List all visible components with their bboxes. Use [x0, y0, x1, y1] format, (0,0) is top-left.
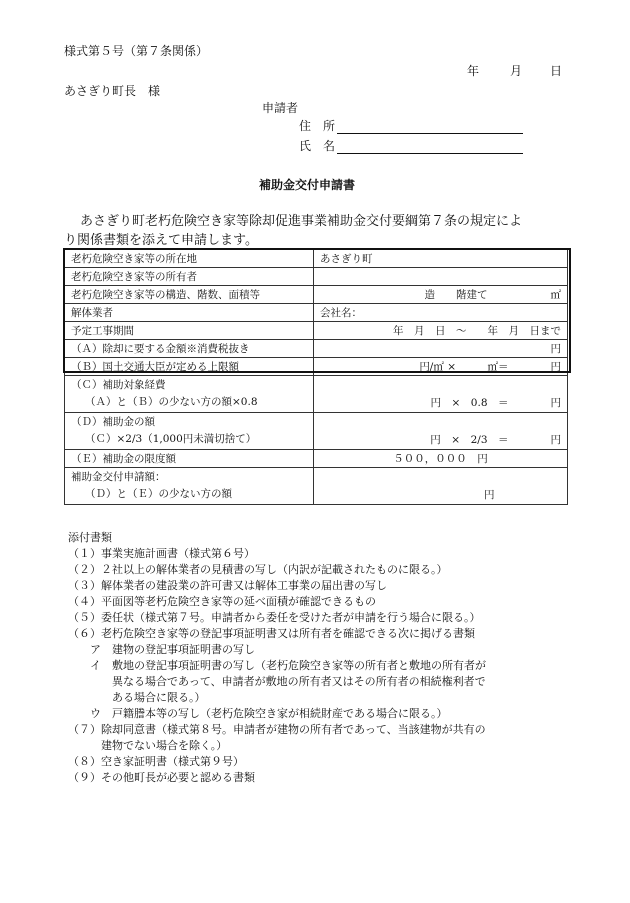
form-number: 様式第５号（第７条関係）: [64, 44, 209, 58]
construction-period-value[interactable]: 年 月 日 ～ 年 月 日まで: [314, 322, 568, 340]
application-amount-label-line2: （Ｄ）と（Ｅ）の少ない方の額: [85, 488, 232, 500]
subsidy-amount-label-line1: （Ｄ）補助金の額: [71, 416, 155, 428]
demolition-cost-label: （Ａ）除却に要する金額※消費税抜き: [65, 340, 314, 358]
subsidy-amount-value[interactable]: 円 × 2/3 ＝ 円: [314, 413, 568, 450]
table-row: [65, 286, 568, 304]
subsidy-limit-value: ５００，０００ 円: [314, 450, 568, 468]
addressee: あさぎり町長 様: [64, 84, 161, 98]
table-row: [65, 358, 568, 376]
eligible-cost-label-line1: （Ｃ）補助対象経費: [71, 379, 166, 391]
demolition-cost-value[interactable]: 円: [314, 340, 568, 358]
owner-label: 老朽危険空き家等の所有者: [65, 268, 314, 286]
application-amount-label-line1: 補助金交付申請額：: [71, 471, 166, 483]
date-day: 日: [550, 64, 563, 78]
owner-value[interactable]: [314, 268, 568, 286]
table-row: [65, 450, 568, 468]
document-title: 補助金交付申請書: [259, 178, 356, 192]
intro-text-line1: あさぎり町老朽危険空き家等除却促進事業補助金交付要綱第７条の規定によ: [80, 214, 523, 229]
table-row: [65, 413, 568, 450]
location-label: 老朽危険空き家等の所在地: [65, 250, 314, 268]
list-item: （７）除却同意書（様式第８号。申請者が建物の所有者であって、当該建物が共有の: [68, 723, 486, 736]
table-row: [65, 376, 568, 413]
list-item: （９）その他町長が必要と認める書類: [68, 771, 255, 784]
subsidy-amount-label: [65, 413, 314, 450]
list-item: （２）２社以上の解体業者の見積書の写し（内訳が記載されたものに限る。）: [68, 563, 448, 576]
name-field[interactable]: [337, 140, 523, 154]
list-item: ある場合に限る。）: [68, 691, 206, 704]
attachments-section: [68, 530, 568, 786]
name-label: 氏 名: [299, 139, 336, 153]
subsidy-limit-label: （Ｅ）補助金の限度額: [65, 450, 314, 468]
application-table: [64, 249, 568, 505]
address-field[interactable]: [337, 120, 523, 134]
location-value[interactable]: あさぎり町: [314, 250, 568, 268]
name-row: [299, 137, 523, 154]
list-item: 建物でない場合を除く。）: [68, 739, 228, 752]
table-row: [65, 468, 568, 505]
intro-text-line2: り関係書類を添えて申請します。: [64, 233, 258, 248]
list-item: （１）事業実施計画書（様式第６号）: [68, 547, 255, 560]
table-row: [65, 340, 568, 358]
table-row: [65, 322, 568, 340]
eligible-cost-value[interactable]: 円 × 0.8 ＝ 円: [314, 376, 568, 413]
application-amount-value[interactable]: 円: [314, 468, 568, 505]
address-label: 住 所: [299, 119, 336, 133]
table-row: [65, 268, 568, 286]
date-month: 月: [510, 64, 523, 78]
structure-value[interactable]: 造 階建て ㎡: [314, 286, 568, 304]
list-item: ア 建物の登記事項証明書の写し: [68, 643, 255, 656]
contractor-value[interactable]: 会社名：: [314, 304, 568, 322]
applicant-label: 申請者: [262, 101, 299, 115]
contractor-label: 解体業者: [65, 304, 314, 322]
structure-label: 老朽危険空き家等の構造、階数、面積等: [65, 286, 314, 304]
date-year: 年: [467, 64, 480, 78]
list-item: （３）解体業者の建設業の許可書又は解体工事業の届出書の写し: [68, 579, 387, 592]
eligible-cost-label-line2: （Ａ）と（Ｂ）の少ない方の額×0.8: [85, 396, 258, 408]
list-item: （８）空き家証明書（様式第９号）: [68, 755, 244, 768]
list-item: （４）平面図等老朽危険空き家等の延べ面積が確認できるもの: [68, 595, 376, 608]
upper-limit-label: （Ｂ）国土交通大臣が定める上限額: [65, 358, 314, 376]
list-item: イ 敷地の登記事項証明書の写し（老朽危険空き家等の所有者と敷地の所有者が: [68, 659, 486, 672]
list-item: （６）老朽危険空き家等の登記事項証明書又は所有者を確認できる次に掲げる書類: [68, 627, 475, 640]
attachments-heading: 添付書類: [68, 531, 112, 544]
subsidy-amount-label-line2: （Ｃ）×2/3（1,000円未満切捨て）: [85, 433, 257, 445]
construction-period-label: 予定工事期間: [65, 322, 314, 340]
list-item: 異なる場合であって、申請者が敷地の所有者又はその所有者の相続権利者で: [68, 675, 486, 688]
address-row: [299, 117, 523, 134]
upper-limit-value[interactable]: 円/㎡ × ㎡＝ 円: [314, 358, 568, 376]
application-amount-label: [65, 468, 314, 505]
list-item: ウ 戸籍謄本等の写し（老朽危険空き家が相続財産である場合に限る。）: [68, 707, 448, 720]
table-row: [65, 304, 568, 322]
list-item: （５）委任状（様式第７号。申請者から委任を受けた者が申請を行う場合に限る。）: [68, 611, 481, 624]
eligible-cost-label: [65, 376, 314, 413]
table-row: [65, 250, 568, 268]
